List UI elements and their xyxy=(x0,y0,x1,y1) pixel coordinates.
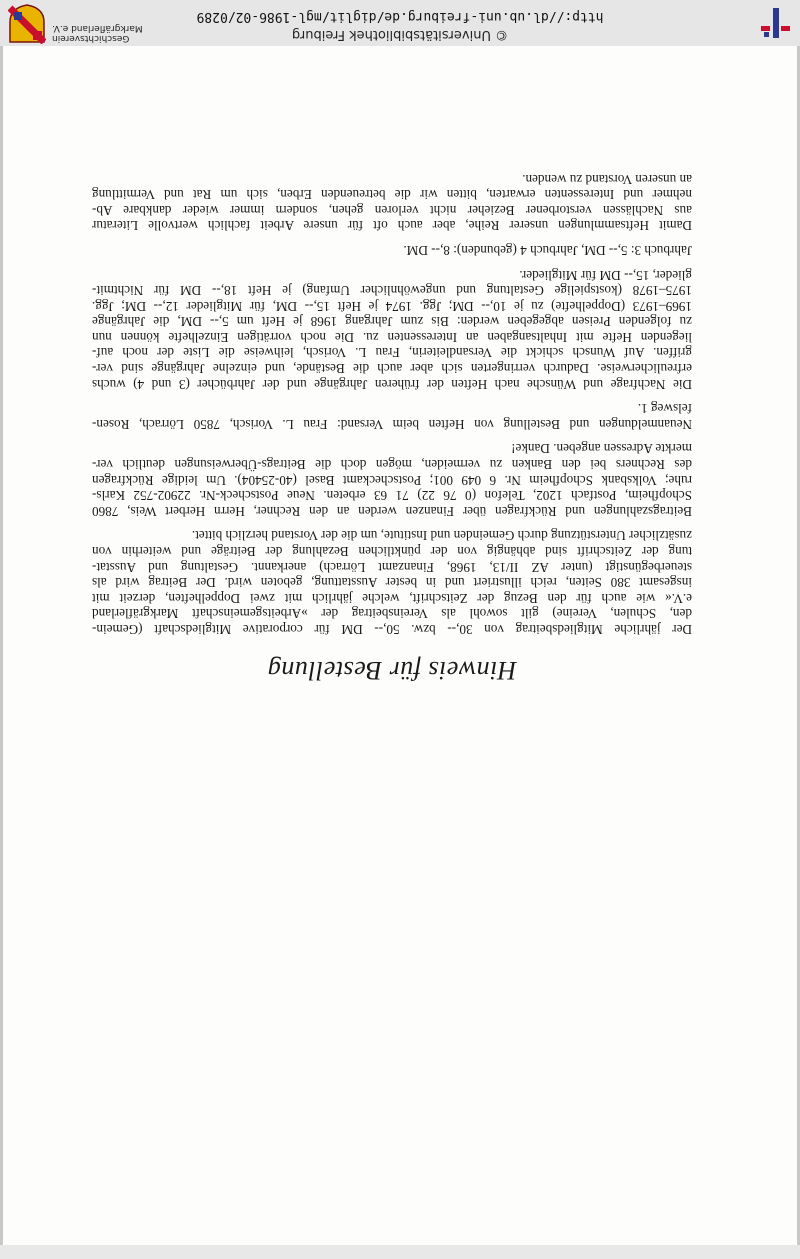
paragraph-3 xyxy=(92,401,692,432)
text-line: nehmer und Interessenten erwarten, bitten wir die betreuenden Erben, sich um Rat und Vermittlung xyxy=(92,187,692,203)
text-line: Beitragszahlungen und Rückfragen über Finanzen werden an den Rechner, Herrn Herbert Weis, 7860 xyxy=(92,503,692,519)
repeat-header-strip xyxy=(0,1245,800,1259)
text-line: zusätzlicher Unterstützung durch Gemeinden und Institute, um die der Vorstand herzlich bittet. xyxy=(191,528,692,544)
text-line: Die Nachfrage und Wünsche nach Heften der früheren Jahrgänge und der Jahrbücher (3 und 4) wuchs xyxy=(92,376,692,392)
paragraph-container xyxy=(92,171,692,637)
text-line: an unseren Vorstand zu wenden. xyxy=(522,171,692,187)
page-paper xyxy=(3,46,797,1245)
society-name xyxy=(52,23,172,43)
library-header-bar xyxy=(0,0,800,46)
society-line-1: Geschichtsverein xyxy=(52,33,130,43)
paragraph-5 xyxy=(92,242,692,258)
paragraph-4 xyxy=(92,267,692,392)
text-line: Damit Heftsammlungen unserer Reihe, aber auch oft für unsere Arbeit fachlich wertvolle Literatur xyxy=(92,218,692,234)
text-line: Neuanmeldungen und Bestellung von Heften beim Versand: Frau L. Vorisch, 7850 Lörrach, Rosen- xyxy=(92,416,692,432)
text-line: steuerbegünstigt (unter AZ II/13, 1968, Finanzamt Lörrach) anerkannt. Gestaltung und Ausstat- xyxy=(92,559,692,575)
document-body xyxy=(92,162,692,685)
text-line: Jahrbuch 3: 5,-- DM, Jahrbuch 4 (gebunden): 8,-- DM. xyxy=(403,242,692,258)
text-line: merkte Adressen angeben. Danke! xyxy=(511,441,692,457)
text-line: ruhe; Volksbank Schopfheim Nr. 6 049 001; Postscheckamt Basel (40-25404). Um leidige Rückfragen xyxy=(92,472,692,488)
society-coat-of-arms-icon[interactable] xyxy=(8,4,46,44)
text-line: tung der Zeitschrift sind abhängig von der pünktlichen Bezahlung der Beiträge und weiterhin von xyxy=(92,544,692,560)
text-line: den, Schulen, Vereine) gilt sowohl als Vereinsbeitrag der »Arbeitsgemeinschaft Markgräflerland xyxy=(92,606,692,622)
page-title: Hinweis für Bestellung xyxy=(267,656,517,685)
paragraph-6 xyxy=(92,171,692,233)
text-line: liegenden Hefte mit Inhaltsangaben an Interessenten zu. Die noch vorrätigen Einzelhefte können nun xyxy=(92,329,692,345)
paragraph-2 xyxy=(92,441,692,519)
text-line: insgesamt 380 Seiten, reich illustriert und in bester Ausstattung, geboten wird. Der Beitrag wird als xyxy=(92,575,692,591)
copyright-text: © Universitätsbibliothek Freiburg xyxy=(291,27,509,42)
text-line: felsweg 1. xyxy=(637,401,692,417)
society-line-2: Markgräflerland e.V. xyxy=(52,23,143,33)
text-line: erfreulicherweise. Dadurch verringerten sich aber auch die Bestände, und einzelne Jahrgänge sind ver- xyxy=(92,361,692,377)
text-line: Schopfheim, Postfach 1202, Telefon (0 76 22) 71 63 erbeten. Neue Postscheck-Nr. 22902-752 Karls- xyxy=(92,488,692,504)
text-line: des Rechners bei den Banken zu vermeiden, mögen doch die Beitrags-Überweisungen deutlich ver- xyxy=(92,457,692,473)
permalink-url[interactable]: http://dl.ub.uni-freiburg.de/diglit/mgl-1986-02/0289 xyxy=(196,9,604,24)
text-line: e.V.« wie auch für den Bezug der Zeitschrift, welche jährlich mit zwei Doppelheften, derzeit mit xyxy=(92,590,692,606)
text-line: griffen. Auf Wunsch schickt die Versandleiterin, Frau L. Vorisch, leihweise die Liste der noch auf- xyxy=(92,345,692,361)
paragraph-1 xyxy=(92,528,692,637)
text-line: Der jährliche Mitgliedsbeitrag von 30,-- bzw. 50,-- DM für corporative Mitgliedschaft (Gemein- xyxy=(92,622,692,637)
text-line: aus Nachlässen verstorbener Bezieher nicht verloren gehen, sondern immer wieder dankbare Ab- xyxy=(92,202,692,218)
text-line: 1975–1978 (kostspielige Gestaltung und ungewöhnlicher Umfang) je Heft 18,-- DM für Nichtmit- xyxy=(92,283,692,299)
text-line: zu folgenden Preisen abgegeben werden: Bis zum Jahrgang 1968 je Heft um 5,-- DM, die Jahrgänge xyxy=(92,314,692,330)
text-line: glieder, 15,-- DM für Mitglieder. xyxy=(519,267,692,283)
text-line: 1969–1973 (Doppelhefte) zu je 10,-- DM; Jgg. 1974 je Heft 15,-- DM, für Mitglieder 12,-- DM; Jgg. xyxy=(92,298,692,314)
